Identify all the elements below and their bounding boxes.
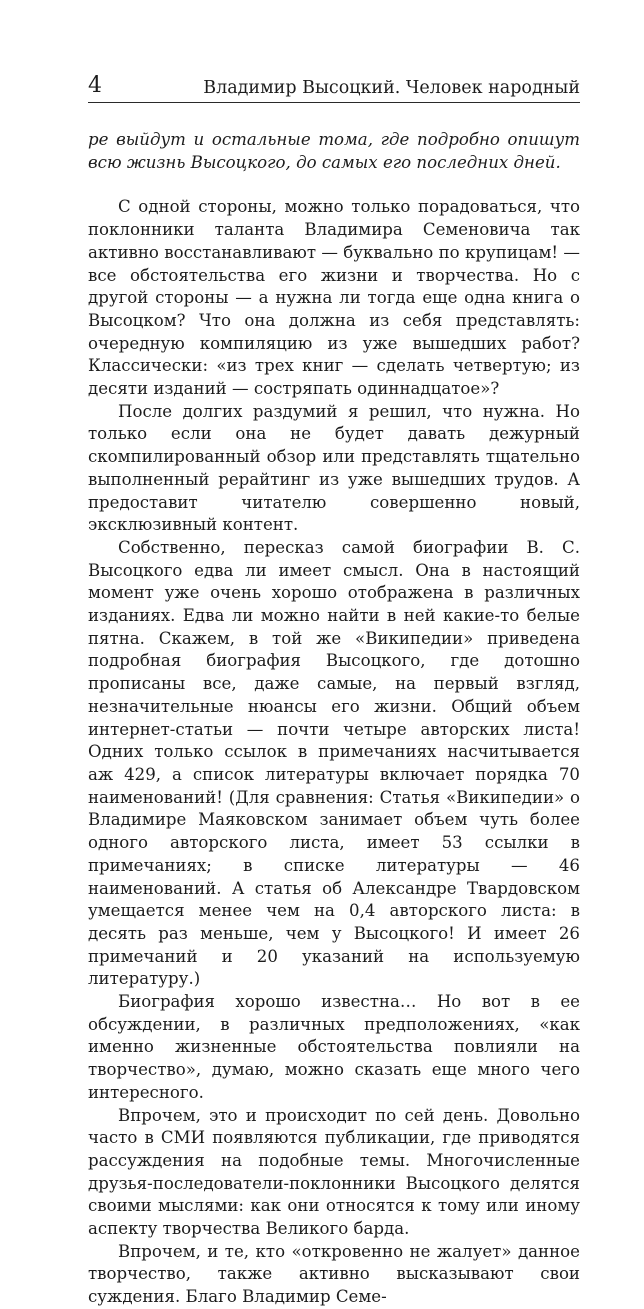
paragraph: Биография хорошо известна… Но вот в ее обсуждении, в различных предположениях, «как именно жизненные обстоятельства повлияли на творчество», думаю, можно сказать еще много чего интересного. (88, 992, 580, 1102)
running-title: Владимир Высоцкий. Человек народный (203, 78, 580, 98)
paragraph: Впрочем, это и происходит по сей день. Довольно часто в СМИ появляются публикации, где приводятся рассуждения на подобные темы. Многочисленные друзья-последователи-поклонники Высоцкого делятся своими мыслями: как они относятся к тому или иному аспекту творчества Великого барда. (88, 1105, 580, 1239)
paragraph: Собственно, пересказ самой биографии В. С. Высоцкого едва ли имеет смысл. Она в настоящий момент уже очень хорошо отображена в различных изданиях. Едва ли можно найти в ней какие-то белые пятна. Скажем, в той же «Википедии» приведена подробная биография Высоцкого, где дотошно прописаны все, даже самые, на первый взгляд, незначительные нюансы его жизни. Общий объем интернет-статьи — почти четыре авторских листа! Одних только ссылок в примечаниях насчитывается аж 429, а список литературы включает порядка 70 наименований! (Для сравнения: Статья «Википедии» о Владимире Маяковском занимает объем чуть более одного авторского листа, имеет 53 ссылки в примечаниях; в списке литературы — 46 наименований. А статья об Александре Твардовском умещается менее чем на 0,4 авторского листа: в десять раз меньше, чем у Высоцкого! И имеет 26 примечаний и 20 указаний на используемую литературу.) (88, 537, 580, 989)
paragraph: Впрочем, и те, кто «откровенно не жалует» данное творчество, также активно высказывают свои суждения. Благо Владимир Семе- (88, 1241, 580, 1307)
paragraph: После долгих раздумий я решил, что нужна. Но только если она не будет давать дежурный скомпилированный обзор или представлять тщательно выполненный рерайтинг из уже вышедших трудов. А предоставит читателю совершенно новый, эксклюзивный контент. (88, 401, 580, 535)
page-body (88, 129, 580, 1309)
paragraph: С одной стороны, можно только порадоваться, что поклонники таланта Владимира Семеновича так активно восстанавливают — буквально по крупицам! — все обстоятельства его жизни и творчества. Но с другой стороны — а нужна ли тогда еще одна книга о Высоцком? Что она должна из себя представлять: очередную компиляцию из уже вышедших работ? Классически: «из трех книг — сделать четвертую; из десяти изданий — состряпать одиннадцатое»? (88, 197, 580, 399)
paragraph-continued-italic: ре выйдут и остальные тома, где подробно опишут всю жизнь Высоцкого, до самых его последних дней. (88, 130, 580, 172)
page-header (88, 72, 580, 103)
page-number: 4 (88, 73, 102, 98)
